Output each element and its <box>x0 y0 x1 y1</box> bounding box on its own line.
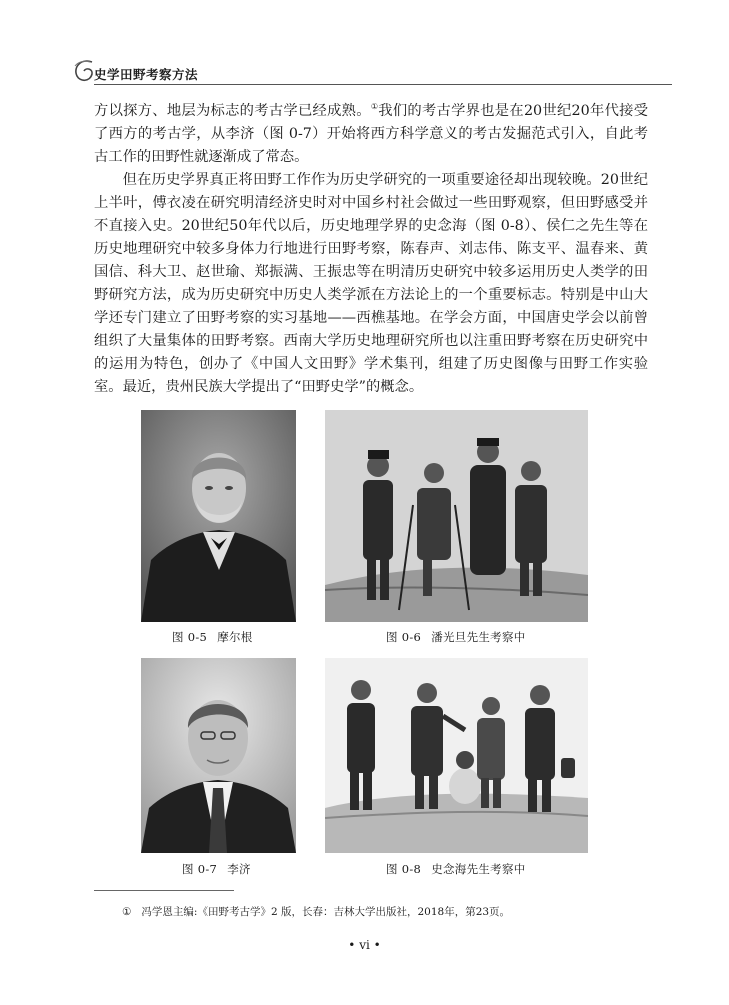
caption-fig-0-7: 图 0-7 李济 <box>182 862 251 876</box>
photo-morgan <box>141 410 296 622</box>
body-text <box>94 100 648 399</box>
swirl-logo-icon <box>72 56 96 86</box>
paragraph-1: 方以探方、地层为标志的考古学已经成熟。①我们的考古学界也是在20世纪20年代接受了西方的考古学，从李济（图 0-7）开始将西方科学意义的考古发掘范式引入，自此考古工作的田野性就逐渐成了常态。 <box>94 102 649 165</box>
footnote-number: ① <box>122 906 132 918</box>
book-title: 史学田野考察方法 <box>94 67 199 82</box>
footnote <box>122 904 510 919</box>
photo-pan-guangdan-field <box>325 410 588 622</box>
footnote-mark[interactable]: ① <box>370 102 379 111</box>
footnote-rule <box>94 890 234 891</box>
caption-fig-0-6: 图 0-6 潘光旦先生考察中 <box>386 630 526 644</box>
paragraph-2: 但在历史学界真正将田野工作作为历史学研究的一项重要途径却出现较晚。20世纪上半叶，傅衣凌在研究明清经济史时对中国乡村社会做过一些田野观察，但田野感受并不直接入史。20世纪50年代以后，历史地理学界的史念海（图 0-8）、侯仁之先生等在历史地理研究中较多身体力行地进行田野考察，陈春声、刘志伟、陈支平、温春来、黄国信、科大卫、赵世瑜、郑振满、王振忠等在明清历史研究中较多运用历史人类学的田野研究方法，成为历史研究中历史人类学派在方法论上的一个重要标志。特别是中山大学还专门建立了田野考察的实习基地——西樵基地。在学会方面，中国唐史学会以前曾组织了大量集体的田野考察。西南大学历史地理研究所也以注重田野考察在历史研究中的运用为特色，创办了《中国人文田野》学术集刊，组建了历史图像与田野工作实验室。最近，贵州民族大学提出了“田野史学”的概念。 <box>94 172 648 395</box>
footnote-text: 冯学恩主编:《田野考古学》2 版，长春：吉林大学出版社，2018年，第23页。 <box>141 906 511 918</box>
running-header <box>72 56 672 90</box>
caption-fig-0-8: 图 0-8 史念海先生考察中 <box>386 862 526 876</box>
photo-shi-nianhai-field <box>325 658 588 853</box>
caption-fig-0-5: 图 0-5 摩尔根 <box>172 630 253 644</box>
header-rule <box>94 84 672 85</box>
page-number: • vi • <box>348 938 381 952</box>
photo-li-ji <box>141 658 296 853</box>
